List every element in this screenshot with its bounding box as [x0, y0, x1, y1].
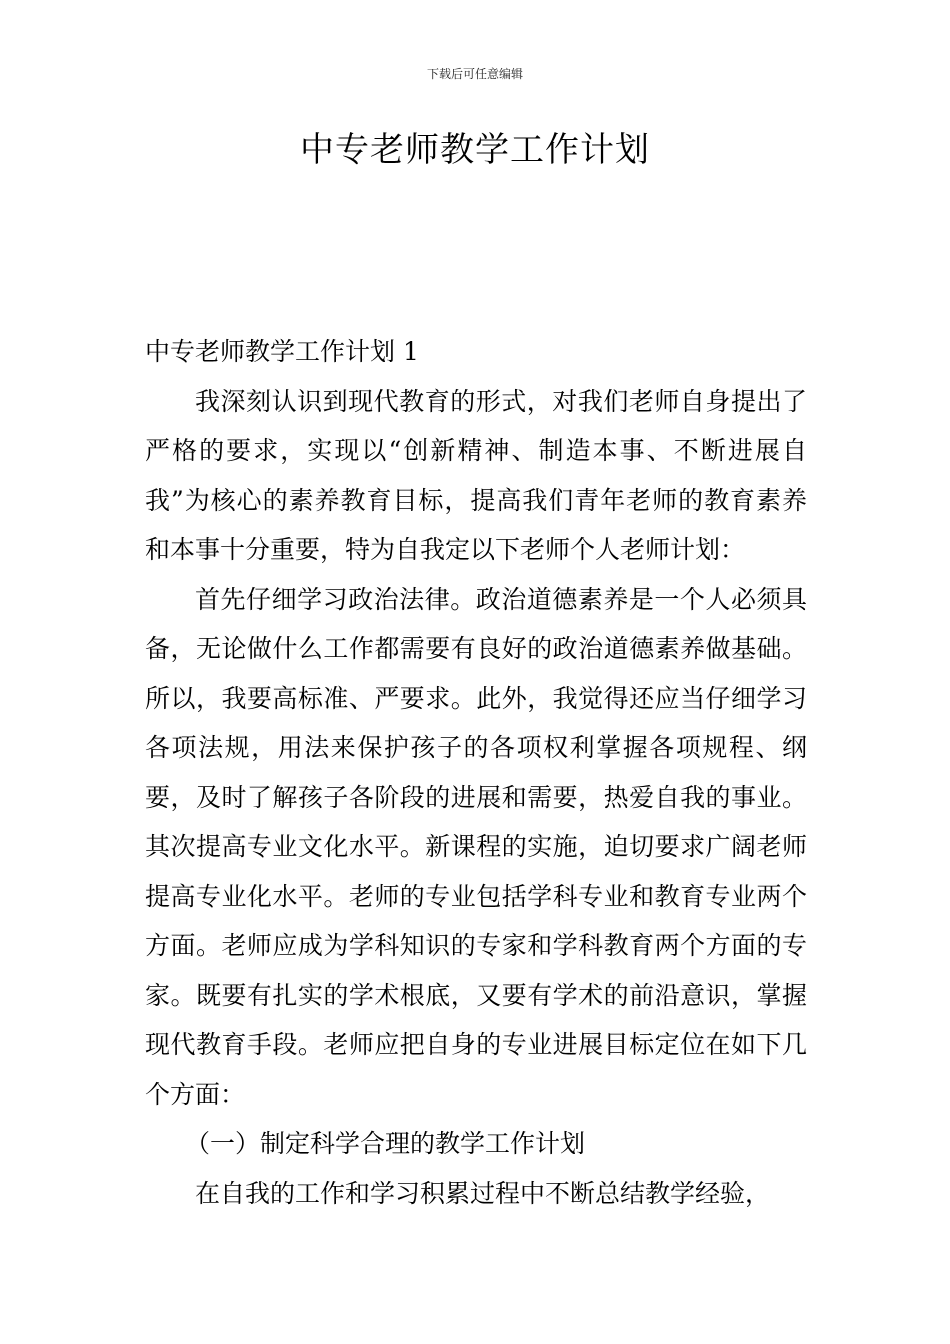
section-heading: 中专老师教学工作计划 1: [145, 337, 419, 366]
document-title: 中专老师教学工作计划: [300, 130, 650, 170]
header-note: 下载后可任意编辑: [426, 67, 523, 81]
sub-heading: （一）制定科学合理的教学工作计划: [185, 1129, 586, 1158]
paragraph-study: 首先仔细学习政治法律。政治道德素养是一个人必须具备，无论做什么工作都需要有良好的政治道德素养做基础。所以，我要高标准、严要求。此外，我觉得还应当仔细学习各项法规，用法来保护孩子的各项权利掌握各项规程、纲要，及时了解孩子各阶段的进展和需要，热爱自我的事业。其次提高专业文化水平。新课程的实施，迫切要求广阔老师提高专业化水平。老师的专业包括学科专业和教育专业两个方面。老师应成为学科知识的专家和学科教育两个方面的专家。既要有扎实的学术根底，又要有学术的前沿意识，掌握现代教育手段。老师应把自身的专业进展目标定位在如下几个方面：: [145, 584, 807, 1109]
paragraph-intro: 我深刻认识到现代教育的形式，对我们老师自身提出了严格的要求，实现以“创新精神、制造本事、不断进展自我”为核心的素养教育目标，提高我们青年老师的教育素养和本事十分重要，特为自我定以下老师个人老师计划：: [145, 386, 807, 564]
document-body: [145, 327, 807, 1218]
paragraph-last: 在自我的工作和学习积累过程中不断总结教学经验，: [195, 1178, 771, 1208]
